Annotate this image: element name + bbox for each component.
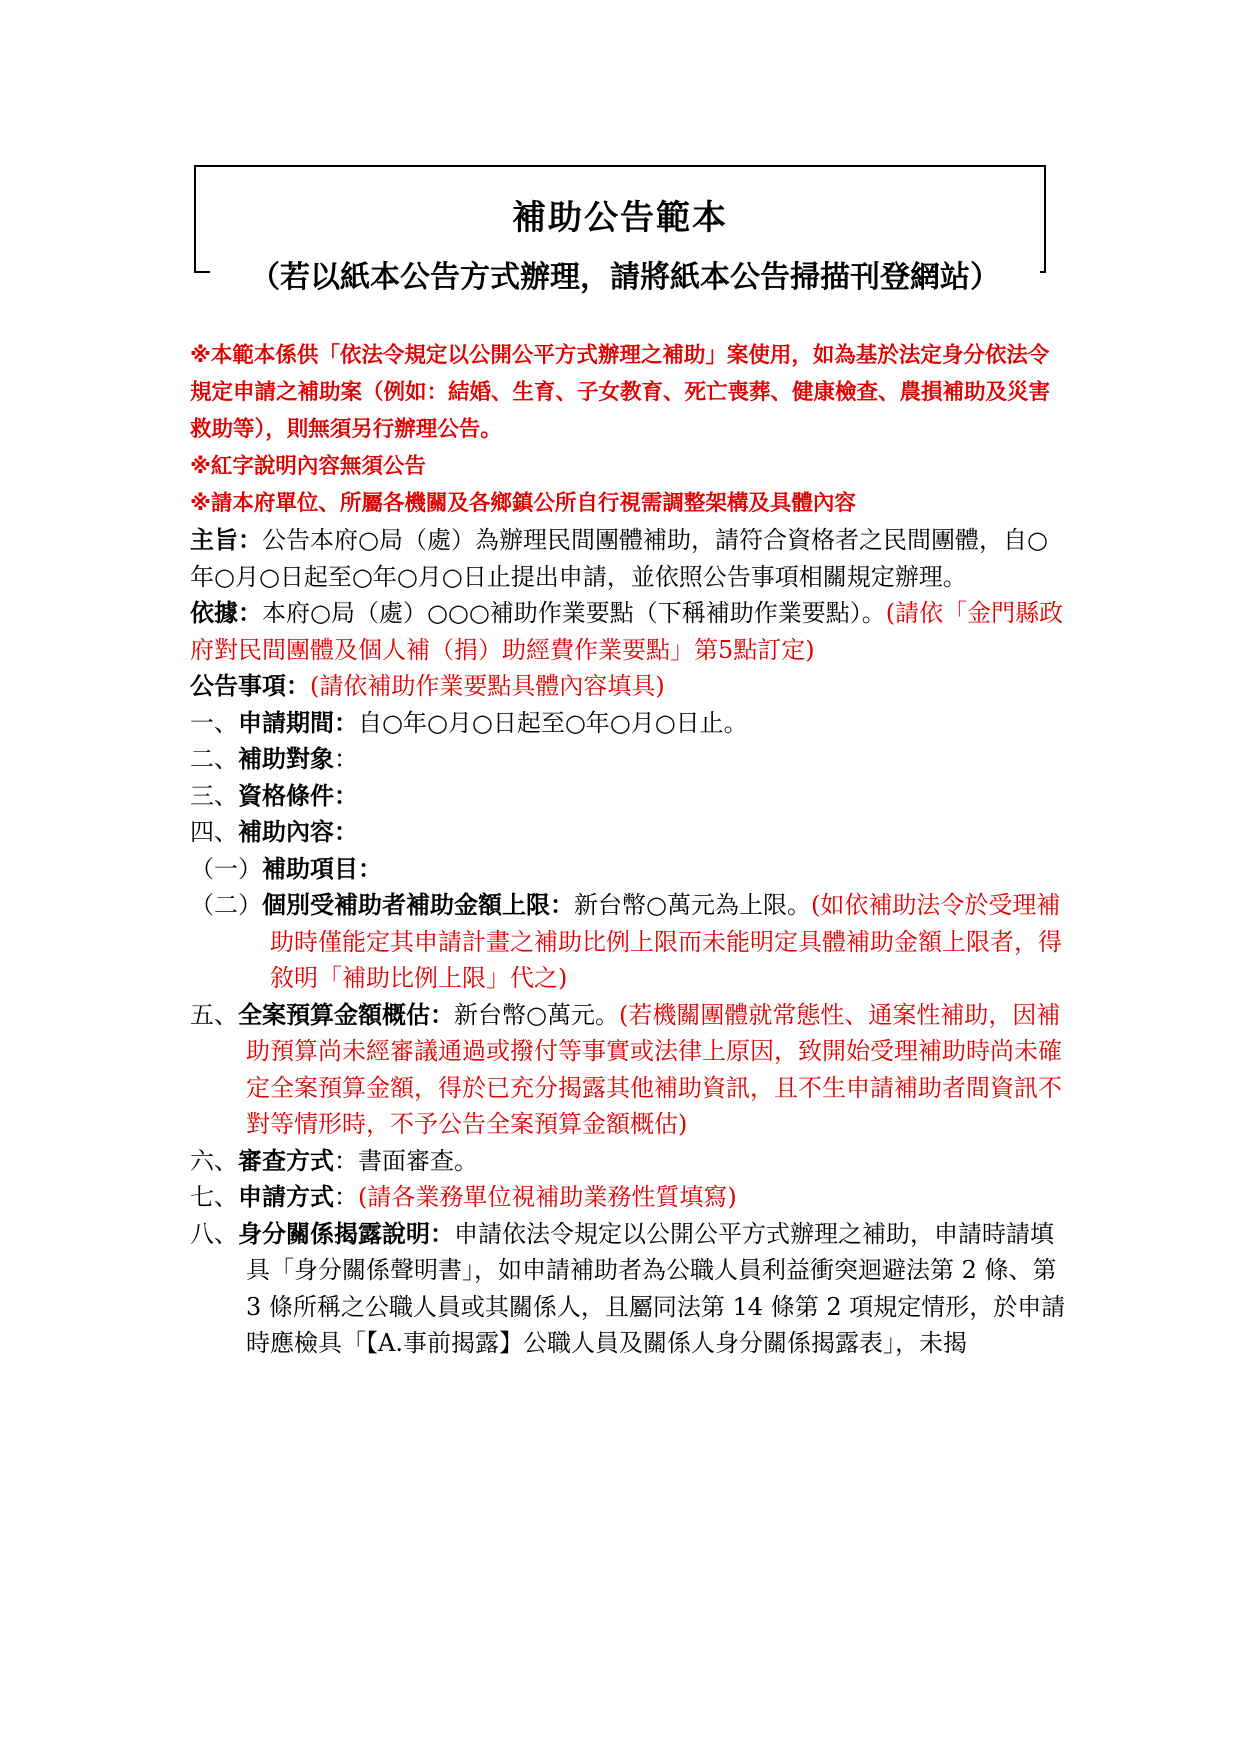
item-text: 新台幣○萬元。 [454, 1000, 619, 1029]
item-number: 二、 [190, 745, 238, 773]
announcement-body [190, 522, 1070, 1362]
subject-text: 公告本府○局（處）為辦理民間團體補助，請符合資格者之民間團體，自○年○月○日起至○年○月○日止提出申請，並依照公告事項相關規定辦理。 [190, 526, 1048, 591]
item-label: 全案預算金額概估： [238, 1000, 454, 1029]
item-number: 三、 [190, 781, 238, 810]
item-number: 四、 [190, 818, 238, 846]
item-6 [190, 1143, 1070, 1180]
item-2 [190, 741, 1070, 778]
item-label: 審查方式 [238, 1146, 334, 1175]
basis-text: 本府○局（處）○○○補助作業要點（下稱補助作業要點）。 [262, 599, 886, 627]
item-1 [190, 705, 1070, 742]
sub-item-label: 補助項目： [262, 854, 382, 883]
item-note: (若機關團體就常態性、通案性補助，因補助預算尚未經審議通過或撥付等事實或法律上原因，致開始受理補助時尚未確定全案預算金額，得於已充分揭露其他補助資訊，且不生申請補助者間資訊不對等情形時，不予公告全案預算金額概估) [246, 1000, 1062, 1138]
subject-paragraph [190, 522, 1070, 595]
item-text: ：書面審查。 [334, 1146, 478, 1175]
item-label: 申請期間： [238, 708, 358, 737]
item-number: 六、 [190, 1146, 238, 1175]
item-4 [190, 814, 1070, 851]
sub-item-1 [190, 851, 1070, 888]
document-subtitle: （若以紙本公告方式辦理，請將紙本公告掃描刊登網站） [210, 258, 1040, 298]
announce-label: 公告事項： [190, 672, 310, 700]
item-number: 七、 [190, 1183, 238, 1211]
item-label: 補助對象 [238, 745, 334, 773]
basis-label: 依據： [190, 599, 262, 627]
item-text: 申請依法令規定以公開公平方式辦理之補助，申請時請填具「身分關係聲明書」，如申請補助者為公職人員利益衝突迴避法第 2 條、第 3 條所稱之公職人員或其關係人，且屬同法第 14 條第 2 項規定情形，於申請時應檢具「【A.事前揭露】公職人員及關係人身分關係揭露表」，未揭 [246, 1219, 1066, 1357]
item-3 [190, 778, 1070, 815]
item-label: 身分關係揭露說明： [238, 1219, 454, 1248]
item-number: 一、 [190, 708, 238, 737]
item-7 [190, 1179, 1070, 1216]
item-label: 補助內容： [238, 818, 358, 846]
announce-paragraph [190, 668, 1070, 705]
note-adjust: ※請本府單位、所屬各機關及各鄉鎮公所自行視需調整架構及具體內容 [190, 491, 856, 516]
sub-item-text: 新台幣○萬元為上限。 [574, 891, 811, 919]
item-number: 五、 [190, 1000, 238, 1029]
subject-label: 主旨： [190, 526, 262, 554]
basis-note: (請依「金門縣政府對民間團體及個人補（捐）助經費作業要點」第5點訂定) [190, 599, 1064, 664]
item-text: 自○年○月○日起至○年○月○日止。 [358, 708, 748, 737]
item-8 [190, 1216, 1070, 1362]
basis-paragraph [190, 595, 1070, 668]
item-text: ： [334, 745, 358, 773]
item-label: 申請方式 [238, 1183, 334, 1211]
sub-item-note: (如依補助法令於受理補助時僅能定其申請計畫之補助比例上限而未能明定具體補助金額上限者，得敘明「補助比例上限」代之) [270, 891, 1062, 992]
sub-item-number: （一） [190, 854, 262, 883]
item-note: (請各業務單位視補助業務性質填寫) [358, 1183, 737, 1211]
note-usage: ※本範本係供「依法令規定以公開公平方式辦理之補助」案使用，如為基於法定身分依法令規定申請之補助案（例如：結婚、生育、子女教育、死亡喪葬、健康檢查、農損補助及災害救助等），則無須另行辦理公告。 [190, 343, 1051, 442]
document-title: 補助公告範本 [512, 198, 728, 238]
note-red-text: ※紅字說明內容無須公告 [190, 454, 426, 479]
sub-item-2 [190, 887, 1070, 997]
announce-note: (請依補助作業要點具體內容填具) [310, 672, 665, 700]
item-label: 資格條件： [238, 781, 358, 810]
item-5 [190, 997, 1070, 1143]
item-number: 八、 [190, 1219, 238, 1248]
sub-item-label: 個別受補助者補助金額上限： [262, 891, 574, 919]
red-notes [190, 337, 1050, 522]
item-text: ： [334, 1183, 358, 1211]
sub-item-number: （二） [190, 891, 262, 919]
